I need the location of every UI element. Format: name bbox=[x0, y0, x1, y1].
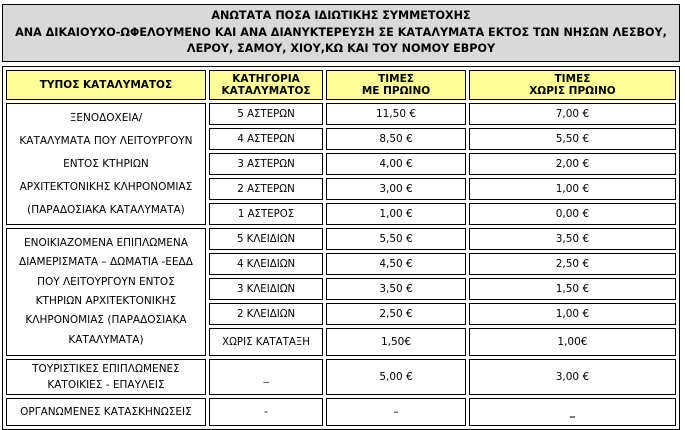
category-cell: _ bbox=[209, 359, 323, 395]
price-with-breakfast: 5,00 € bbox=[326, 359, 466, 395]
price-without-breakfast: 7,00 € bbox=[469, 103, 676, 125]
category-cell: 2 ΑΣΤΕΡΩΝ bbox=[209, 178, 323, 200]
header-type: ΤΥΠΟΣ ΚΑΤΑΛΥΜΑΤΟΣ bbox=[6, 70, 206, 100]
price-with-breakfast: 3,50 € bbox=[326, 278, 466, 300]
price-without-breakfast: 3,00 € bbox=[469, 359, 676, 395]
header-row bbox=[6, 70, 676, 100]
category-cell: 5 ΚΛΕΙΔΙΩΝ bbox=[209, 228, 323, 250]
price-with-breakfast: – bbox=[326, 398, 466, 426]
price-with-breakfast: 2,50 € bbox=[326, 303, 466, 325]
price-without-breakfast: 5,50 € bbox=[469, 128, 676, 150]
table-row bbox=[6, 228, 676, 250]
price-with-breakfast: 8,50 € bbox=[326, 128, 466, 150]
price-without-breakfast: 2,50 € bbox=[469, 253, 676, 275]
category-cell: - bbox=[209, 398, 323, 426]
title-line-1: ΑΝΩΤΑΤΑ ΠΟΣΑ ΙΔΙΩΤΙΚΗΣ ΣΥΜΜΕΤΟΧΗΣ bbox=[211, 9, 471, 22]
category-cell: 5 ΑΣΤΕΡΩΝ bbox=[209, 103, 323, 125]
price-table bbox=[2, 66, 680, 430]
price-without-breakfast: 1,00€ bbox=[469, 328, 676, 356]
type-cell-hotels: ΞΕΝΟΔΟΧΕΙΑ/ ΚΑΤΑΛΥΜΑΤΑ ΠΟΥ ΛΕΙΤΟΥΡΓΟΥΝ ΕΝΤΟΣ ΚΤΗΡΙΩΝ ΑΡΧΙΤΕΚΤΟΝΙΚΗΣ ΚΛΗΡΟΝΟΜΙΑΣ (ΠΑΡΑΔΟΣΙΑΚΑ ΚΑΤΑΛΥΜΑΤΑ) bbox=[6, 103, 206, 225]
category-cell: 3 ΑΣΤΕΡΩΝ bbox=[209, 153, 323, 175]
price-without-breakfast: 1,00 € bbox=[469, 178, 676, 200]
price-with-breakfast: 4,00 € bbox=[326, 153, 466, 175]
title-line-3: ΛΕΡΟΥ, ΣΑΜΟΥ, ΧΙΟΥ,ΚΩ ΚΑΙ ΤΟΥ ΝΟΜΟΥ ΕΒΡΟΥ bbox=[186, 42, 496, 56]
table-title bbox=[2, 4, 680, 62]
price-with-breakfast: 1,50€ bbox=[326, 328, 466, 356]
category-cell: 3 ΚΛΕΙΔΙΩΝ bbox=[209, 278, 323, 300]
type-cell-campsites: ΟΡΓΑΝΩΜΕΝΕΣ ΚΑΤΑΣΚΗΝΩΣΕΙΣ bbox=[6, 398, 206, 426]
type-cell-apartments: ΕΝΟΙΚΙΑΖΟΜΕΝΑ ΕΠΙΠΛΩΜΕΝΑ ΔΙΑΜΕΡΙΣΜΑΤΑ – ΔΩΜΑΤΙΑ -ΕΕΔΔ ΠΟΥ ΛΕΙΤΟΥΡΓΟΥΝ ΕΝΤΟΣ ΚΤΗΡΙΩΝ ΑΡΧΙΤΕΚΤΟΝΙΚΗΣ ΚΛΗΡΟΝΟΜΙΑΣ (ΠΑΡΑΔΟΣΙΑΚΑ ΚΑΤΑΛΥΜΑΤΑ) bbox=[6, 228, 206, 356]
price-with-breakfast: 4,50 € bbox=[326, 253, 466, 275]
category-cell: 4 ΑΣΤΕΡΩΝ bbox=[209, 128, 323, 150]
category-cell: ΧΩΡΙΣ ΚΑΤΑΤΑΞΗ bbox=[209, 328, 323, 356]
price-without-breakfast: 1,00 € bbox=[469, 303, 676, 325]
price-without-breakfast: _ bbox=[469, 398, 676, 426]
type-cell-villas: ΤΟΥΡΙΣΤΙΚΕΣ ΕΠΙΠΛΩΜΕΝΕΣ ΚΑΤΟΙΚΙΕΣ - ΕΠΑΥΛΕΙΣ bbox=[6, 359, 206, 395]
price-without-breakfast: 1,50 € bbox=[469, 278, 676, 300]
table-row bbox=[6, 398, 676, 426]
price-with-breakfast: 11,50 € bbox=[326, 103, 466, 125]
price-without-breakfast: 0,00 € bbox=[469, 203, 676, 225]
table-row bbox=[6, 359, 676, 395]
header-category: ΚΑΤΗΓΟΡΙΑ ΚΑΤΑΛΥΜΑΤΟΣ bbox=[209, 70, 323, 100]
price-without-breakfast: 3,50 € bbox=[469, 228, 676, 250]
price-with-breakfast: 1,00 € bbox=[326, 203, 466, 225]
title-line-2: ΑΝΑ ΔΙΚΑΙΟΥΧΟ-ΩΦΕΛΟΥΜΕΝΟ ΚΑΙ ΑΝΑ ΔΙΑΝΥΚΤΕΡΕΥΣΗ ΣΕ ΚΑΤΑΛΥΜΑΤΑ ΕΚΤΟΣ ΤΩΝ ΝΗΣΩΝ ΛΕΣΒΟΥ, bbox=[15, 25, 667, 39]
price-without-breakfast: 2,00 € bbox=[469, 153, 676, 175]
header-with-breakfast: ΤΙΜΕΣ ΜΕ ΠΡΩΙΝΟ bbox=[326, 70, 466, 100]
price-with-breakfast: 3,00 € bbox=[326, 178, 466, 200]
category-cell: 2 ΚΛΕΙΔΙΩΝ bbox=[209, 303, 323, 325]
category-cell: 1 ΑΣΤΕΡΟΣ bbox=[209, 203, 323, 225]
category-cell: 4 ΚΛΕΙΔΙΩΝ bbox=[209, 253, 323, 275]
price-with-breakfast: 5,50 € bbox=[326, 228, 466, 250]
table-row bbox=[6, 103, 676, 125]
header-without-breakfast: ΤΙΜΕΣ ΧΩΡΙΣ ΠΡΩΙΝΟ bbox=[469, 70, 676, 100]
